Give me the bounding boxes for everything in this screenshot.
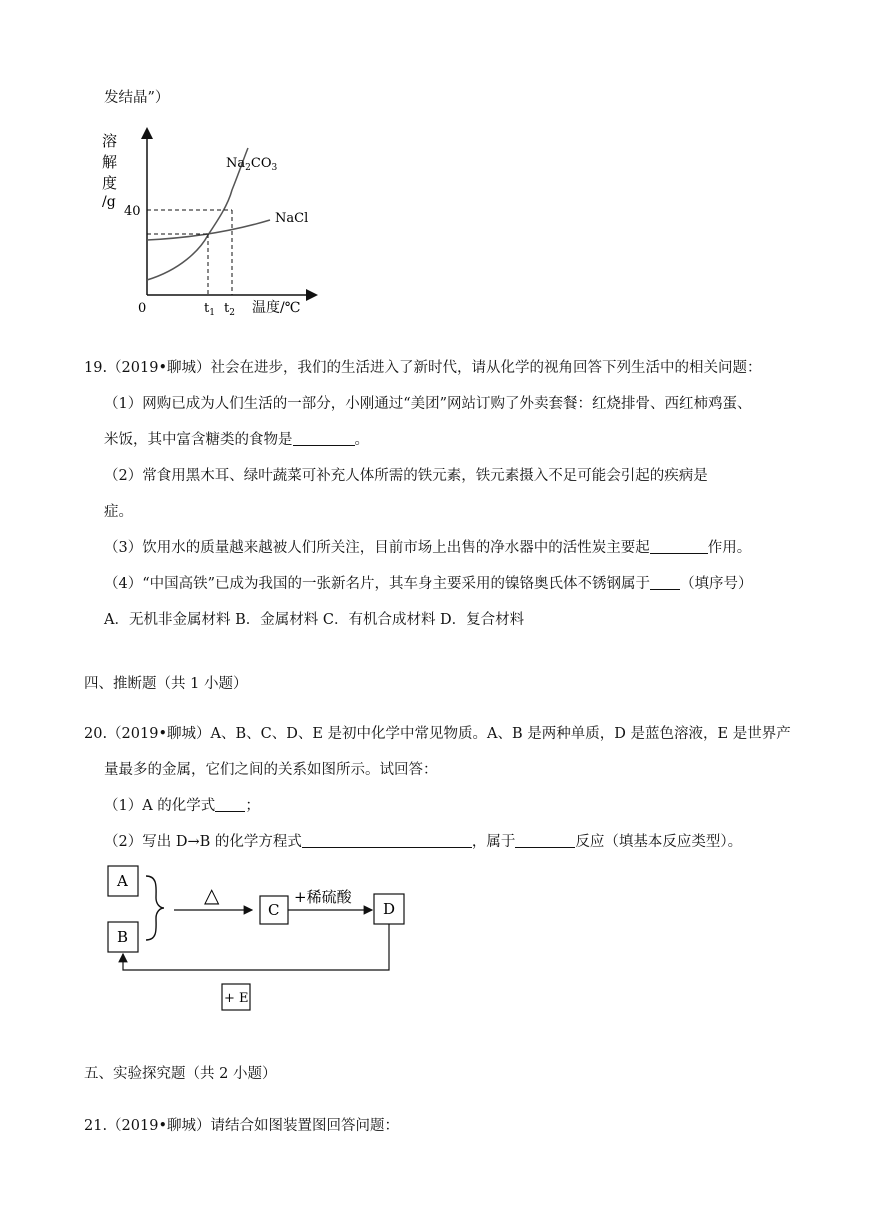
q19-part1-end: 。 (354, 432, 369, 448)
q19-part1-line1: （1）网购已成为人们生活的一部分，小刚通过“美团”网站订购了外卖套餐：红烧排骨、西红柿鸡蛋、 (104, 396, 752, 412)
brace (146, 876, 164, 940)
q20-part1 (104, 796, 260, 816)
q19-part2-end: 症。 (104, 504, 133, 520)
y-label-char-3: 度 (102, 174, 118, 192)
box-c-label: C (268, 901, 280, 919)
q19-part3-end: 作用。 (707, 540, 752, 556)
q20-part2-mid: ，属于 (471, 834, 516, 850)
solubility-chart (100, 120, 340, 320)
q20-part2 (104, 832, 742, 852)
q19-part2-line1: （2）常食用黑木耳、绿叶蔬菜可补充人体所需的铁元素，铁元素摄入不足可能会引起的疾病是 (104, 468, 708, 484)
q20-answer-blank-3[interactable] (515, 833, 575, 848)
q21-stem: 21.（2019•聊城）请结合如图装置图回答问题： (84, 1118, 400, 1134)
q19-part1-line2 (104, 430, 369, 450)
x-axis-label: 温度/℃ (252, 300, 301, 316)
y-label-char-1: 溶 (102, 132, 118, 150)
return-path (123, 924, 389, 970)
q19-answer-blank-3[interactable] (650, 539, 708, 554)
acid-label: +稀硫酸 (294, 888, 352, 906)
q19-part3 (104, 538, 751, 558)
q20-part1-text: （1）A 的化学式 (104, 798, 216, 814)
q19-part4 (104, 574, 753, 594)
q20-answer-blank-2[interactable] (302, 833, 472, 848)
section-5-heading: 五、实验探究题（共 2 小题） (84, 1066, 277, 1082)
section-4-heading: 四、推断题（共 1 小题） (84, 676, 248, 692)
q20-stem-line2: 量最多的金属，它们之间的关系如图所示。试回答： (104, 762, 438, 778)
q20-stem-line1: 20.（2019•聊城）A、B、C、D、E 是初中化学中常见物质。A、B 是两种单质，D 是蓝色溶液，E 是世界产 (84, 726, 791, 742)
previous-question-tail: 发结晶”） (104, 90, 170, 106)
x-tick-t1: $t_1$ (204, 301, 215, 318)
y-label-unit: /g (102, 194, 116, 210)
na2co3-label: $Na_2CO_3$ (226, 156, 278, 173)
q20-part1-end: ； (245, 798, 260, 814)
q20-part2-text: （2）写出 D→B 的化学方程式 (104, 834, 302, 850)
y-label-char-2: 解 (102, 153, 118, 171)
reaction-flow-diagram (100, 858, 420, 1018)
box-d-label: D (383, 900, 396, 918)
y-tick-40: 40 (124, 204, 141, 219)
q20-answer-blank-1[interactable] (215, 797, 245, 812)
q19-part2-line2 (104, 502, 133, 522)
origin-label: 0 (138, 301, 147, 316)
x-tick-t2: $t_2$ (224, 301, 235, 318)
q19-answer-blank-4[interactable] (650, 575, 680, 590)
box-b-label: B (117, 928, 129, 946)
q19-part3-text: （3）饮用水的质量越来越被人们所关注，目前市场上出售的净水器中的活性炭主要起 (104, 540, 650, 556)
nacl-label: NaCl (275, 211, 309, 226)
box-a-label: A (117, 872, 128, 890)
q19-part4-end: （填序号） (680, 576, 753, 592)
q20-part2-end: 反应（填基本反应类型）。 (575, 834, 743, 850)
plus-e-label: + E (224, 991, 249, 1006)
q19-answer-blank-1[interactable] (293, 431, 355, 446)
q19-stem: 19.（2019•聊城）社会在进步，我们的生活进入了新时代，请从化学的视角回答下列生活中的相关问题： (84, 360, 762, 376)
q19-part4-text: （4）“中国高铁”已成为我国的一张新名片，其车身主要采用的镍铬奥氏体不锈钢属于 (104, 576, 651, 592)
q19-options: A．无机非金属材料 B．金属材料 C．有机合成材料 D．复合材料 (104, 612, 525, 628)
heat-symbol: △ (204, 883, 220, 907)
q19-part1-text: 米饭，其中富含糖类的食物是 (104, 432, 293, 448)
